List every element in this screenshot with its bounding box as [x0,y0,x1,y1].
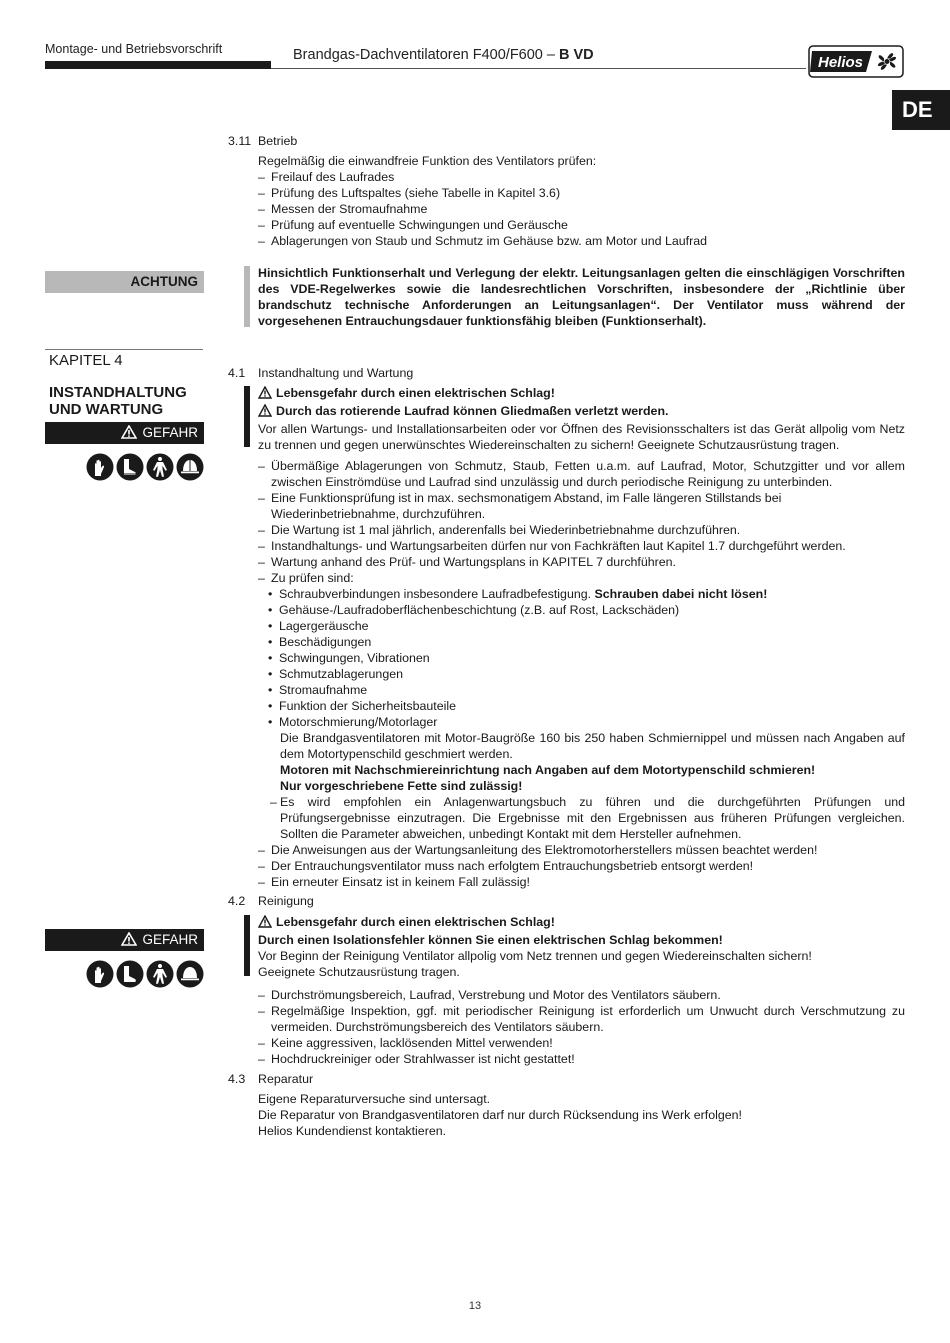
section-3-11-intro: Regelmäßig die einwandfreie Funktion des Ventilators prüfen: [258,154,597,168]
list-item: – Eine Funktionsprüfung ist in max. sechsmonatigem Abstand, im Falle längeren Stillstands bei Wiederinbetriebnahme, durchzuführen. [258,490,905,522]
text-line: Eigene Reparaturversuche sind untersagt. [258,1092,491,1106]
list-item: – Regelmäßige Inspektion, ggf. mit periodischer Reinigung ist erforderlich um Unwucht durch Verschmutzung zu vermeiden. Durchströmungsbereich des Ventilators säubern. [258,1003,905,1035]
warning-triangle-icon [258,386,272,403]
warning-line: Durch einen Isolationsfehler können Sie einen elektrischen Schlag bekommen! [258,933,723,947]
warning-bar [244,386,250,447]
check-item: • Schmutzablagerungen [268,666,905,682]
text-line: Die Reparatur von Brandgasventilatoren darf nur durch Rücksendung ins Werk erfolgen! [258,1108,742,1122]
section-heading-4-1: 4.1 Instandhaltung und Wartung [228,366,414,380]
safety-boots-icon [116,453,144,481]
list-item: – Prüfung des Luftspaltes (siehe Tabelle in Kapitel 3.6) [258,185,905,201]
list-item: – Messen der Stromaufnahme [258,201,905,217]
motor-text: Die Brandgasventilatoren mit Motor-Baugröße 160 bis 250 haben Schmiernippel und müssen nach Angaben auf dem Motortypenschild geschmiert werden. [280,731,905,761]
check-item: • Stromaufnahme [268,682,905,698]
section-4-1-warning [258,385,905,453]
gloves-icon [86,453,114,481]
helmet-icon [176,453,204,481]
warning-text: Vor Beginn der Reinigung Ventilator allpolig vom Netz trennen und gegen Wiedereinschalten sichern! [258,949,812,963]
list-item: – Die Anweisungen aus der Wartungsanleitung des Elektromotorherstellers müssen beachtet werden! [258,842,905,858]
motor-note: Nur vorgeschriebene Fette sind zulässig! [280,779,523,793]
section-4-2-warning [258,914,905,980]
check-item: • Lagergeräusche [268,618,905,634]
achtung-bar [244,266,250,327]
section-3-11-body [258,153,905,249]
list-item: – Zu prüfen sind: [258,570,905,586]
gloves-icon [86,960,114,988]
list-item: – Prüfung auf eventuelle Schwingungen und Geräusche [258,217,905,233]
ppe-icons [86,453,206,481]
document-type-label: Montage- und Betriebsvorschrift [45,42,223,56]
header-rule-thick [45,61,271,69]
text-line: Helios Kundendienst kontaktieren. [258,1124,447,1138]
warning-triangle-icon [121,424,137,446]
list-item: – Die Wartung ist 1 mal jährlich, anderenfalls bei Wiederinbetriebnahme durchzuführen. [258,522,905,538]
protective-suit-icon [146,960,174,988]
section-4-3-body [258,1091,905,1139]
language-tab: DE [892,90,950,130]
chapter-rule [45,349,203,350]
section-heading-4-3: 4.3 Reparatur [228,1072,314,1086]
list-item: – Keine aggressiven, lacklösenden Mittel verwenden! [258,1035,905,1051]
warning-line: Lebensgefahr durch einen elektrischen Schlag! [258,385,905,403]
check-item: • Schraubverbindungen insbesondere Laufradbefestigung. Schrauben dabei nicht lösen! [268,586,905,602]
section-4-2-list [258,987,905,1067]
list-item: – Übermäßige Ablagerungen von Schmutz, Staub, Fetten u.a.m. auf Laufrad, Motor, Schutzgitter und vor allem zwischen Einströmdüse und Laufrad sind unzulässig und durch periodische Reinigung zu unterbinden. [258,458,905,490]
warning-triangle-icon [258,915,272,932]
achtung-text: Hinsichtlich Funktionserhalt und Verlegung der elektr. Leitungsanlagen gelten die einschlägigen Vorschriften des VDE-Regelwerkes sowie die landesrechtlichen Vorschriften, insbesondere der „Richtlinie über brandschutz technische Anforderungen an Leitungsanlagen“. Der Ventilator muss während der vorgesehenen Entrauchungsdauer funktionsfähig bleiben (Funktionserhalt). [258,266,905,328]
check-item: • Schwingungen, Vibrationen [268,650,905,666]
chapter-title: INSTANDHALTUNG UND WARTUNG [49,384,187,418]
list-item: – Instandhaltungs- und Wartungsarbeiten dürfen nur von Fachkräften laut Kapitel 1.7 durchgeführt werden. [258,538,905,554]
check-item: • Gehäuse-/Laufradoberflächenbeschichtung (z.B. auf Rost, Lackschäden) [268,602,905,618]
section-4-1-list [258,458,905,890]
ppe-icons [86,960,206,988]
protective-suit-icon [146,453,174,481]
gefahr-label: GEFAHR [45,929,204,951]
gefahr-label: GEFAHR [45,422,204,444]
achtung-label: ACHTUNG [45,271,204,293]
check-item: • Motorschmierung/Motorlager [268,714,905,730]
list-item: – Durchströmungsbereich, Laufrad, Verstrebung und Motor des Ventilators säubern. [258,987,905,1003]
section-heading-3-11: 3.11 Betrieb [228,134,298,148]
check-item: • Funktion der Sicherheitsbauteile [268,698,905,714]
document-title: Brandgas-Dachventilatoren F400/F600 – B VD [293,47,594,63]
page-number: 13 [468,1300,482,1312]
list-item: – Ein erneuter Einsatz ist in keinem Fall zulässig! [258,874,905,890]
warning-triangle-icon [258,404,272,421]
list-item: – Der Entrauchungsventilator muss nach erfolgtem Entrauchungsbetrieb entsorgt werden! [258,858,905,874]
document-title-model: B VD [559,47,594,63]
warning-text: Vor allen Wartungs- und Installationsarbeiten oder vor Öffnen des Revisionsschalters ist das Gerät allpolig vom Netz zu trennen und gegen unerwünschtes Wiedereinschalten zu sichern! Geeignete Schutzausrüstung tragen. [258,422,905,452]
safety-boots-icon [116,960,144,988]
warning-triangle-icon [121,931,137,953]
warning-text: Geeignete Schutzausrüstung tragen. [258,965,460,979]
list-item: – Hochdruckreiniger oder Strahlwasser ist nicht gestattet! [258,1051,905,1067]
header-rule [271,68,806,69]
chapter-label: KAPITEL 4 [49,352,123,369]
list-item: – Ablagerungen von Staub und Schmutz im Gehäuse bzw. am Motor und Laufrad [258,233,905,249]
check-item: • Beschädigungen [268,634,905,650]
warning-line: Lebensgefahr durch einen elektrischen Schlag! [258,914,905,932]
section-heading-4-2: 4.2 Reinigung [228,894,314,908]
warning-bar [244,915,250,976]
logo-text: Helios [818,54,864,71]
warning-line: Durch das rotierende Laufrad können Gliedmaßen verletzt werden. [258,403,905,421]
helios-logo [808,45,904,78]
list-item: – Wartung anhand des Prüf- und Wartungsplans in KAPITEL 7 durchführen. [258,554,905,570]
logbook-item: – Es wird empfohlen ein Anlagenwartungsbuch zu führen und die durchgeführten Prüfungen und Prüfungsergebnisse einzutragen. Die Ergebnisse mit den Ergebnissen aus früheren Prüfungen vergleichen. Sollten die Parameter abweichen, unbedingt Kontakt mit dem Hersteller aufnehmen. [270,795,905,841]
list-item: – Freilauf des Laufrades [258,169,905,185]
motor-note: Motoren mit Nachschmiereinrichtung nach Angaben auf dem Motortypenschild schmieren! [280,763,816,777]
helmet-icon [176,960,204,988]
